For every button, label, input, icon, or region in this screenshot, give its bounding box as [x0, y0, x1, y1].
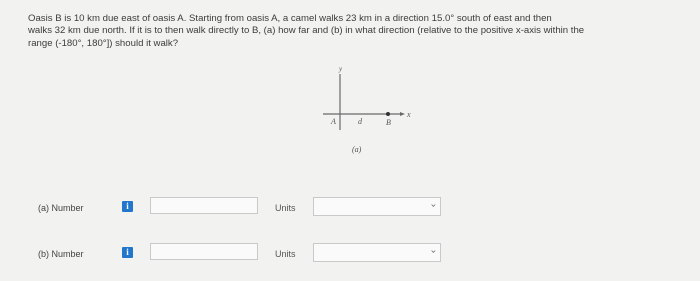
units-b-label: Units [275, 249, 296, 259]
answer-b-number-input[interactable] [150, 243, 258, 260]
units-a-dropdown[interactable] [313, 197, 441, 216]
question-line: range (-180°, 180°]) should it walk? [28, 37, 179, 49]
y-axis-label: y [339, 65, 343, 73]
info-icon[interactable]: i [122, 247, 133, 258]
chevron-down-icon: › [427, 249, 439, 254]
part-b-label: (b) Number [38, 249, 84, 259]
x-axis-arrow-icon [400, 112, 405, 116]
units-a-label: Units [275, 203, 296, 213]
point-b-label: B [386, 118, 391, 127]
question-line: walks 32 km due north. If it is to then walk directly to B, (a) how far and (b) in what direction (relative to the positive x-axis within the [28, 25, 585, 37]
point-b-marker [386, 112, 390, 116]
units-b-dropdown[interactable] [313, 243, 441, 262]
part-a-label: (a) Number [38, 203, 84, 213]
figure-caption: (a) [352, 145, 362, 154]
question-line: Oasis B is 10 km due east of oasis A. Starting from oasis A, a camel walks 23 km in a direction 15.0° south of east and then [28, 13, 552, 24]
x-axis-label: x [407, 110, 411, 119]
answer-a-number-input[interactable] [150, 197, 258, 214]
chevron-down-icon: › [427, 203, 439, 208]
point-a-label: A [331, 117, 336, 126]
distance-label: d [358, 117, 362, 126]
info-icon[interactable]: i [122, 201, 133, 212]
